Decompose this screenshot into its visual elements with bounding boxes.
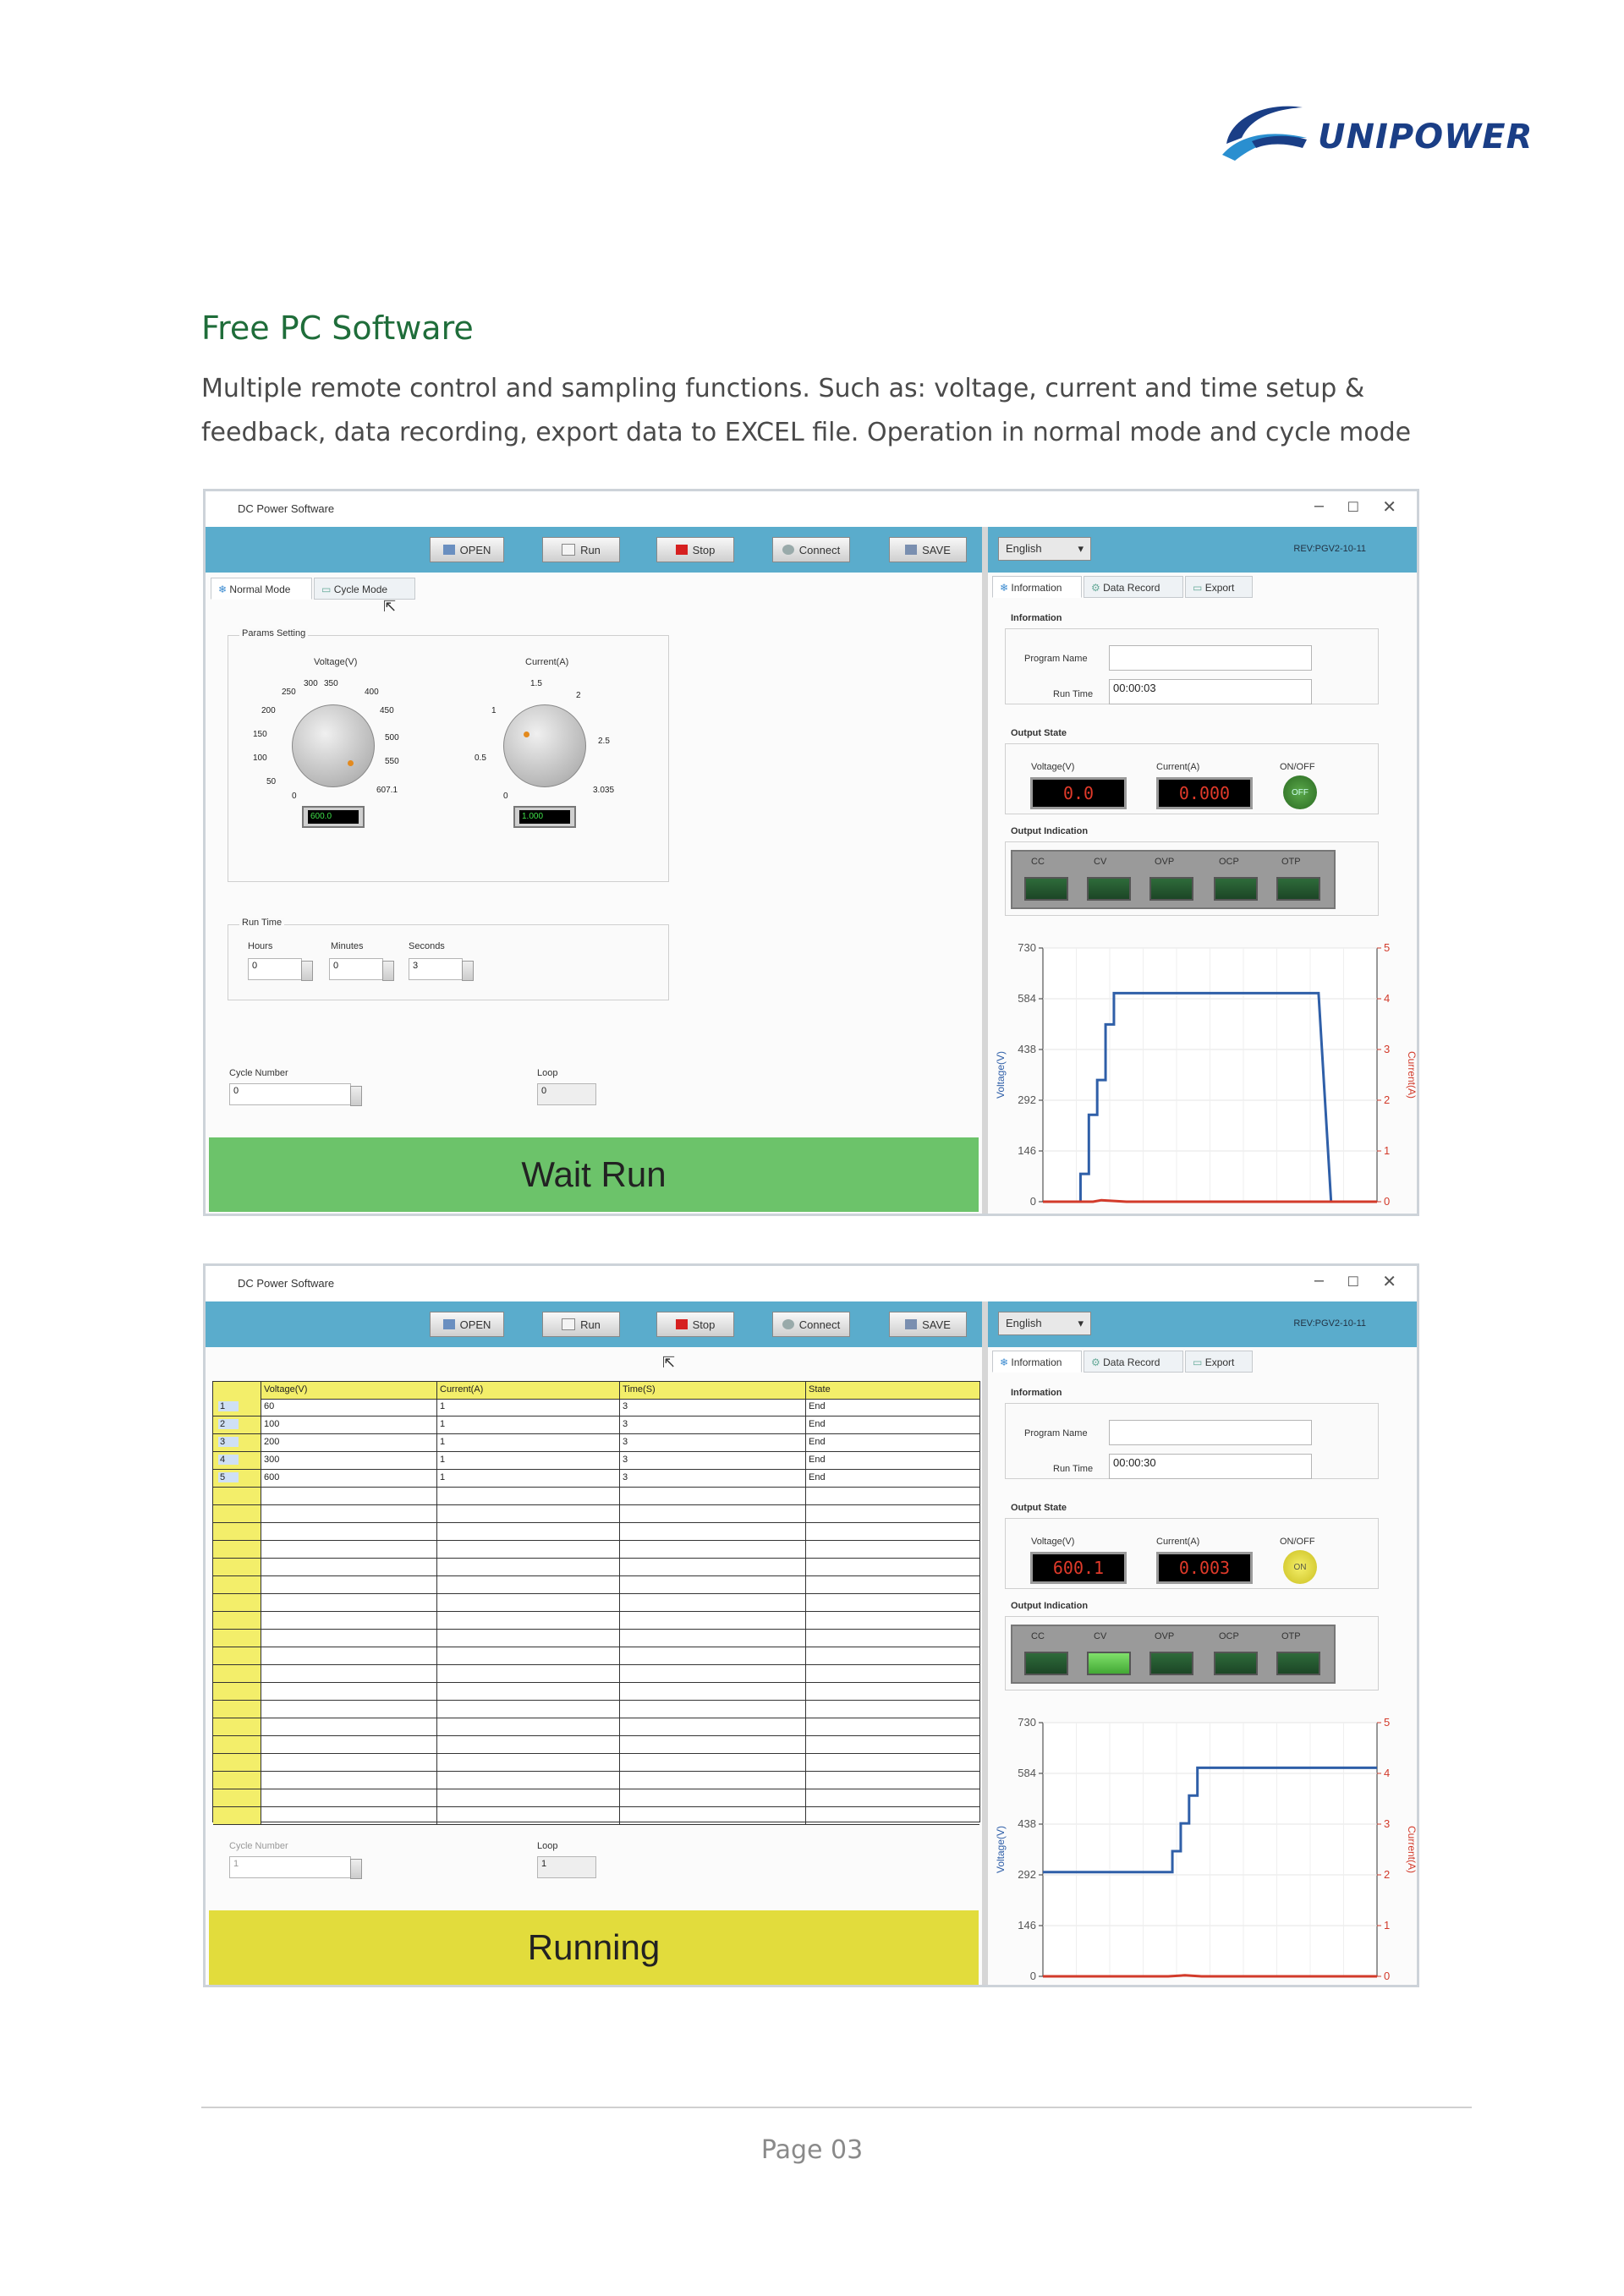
- cycle-number-label: Cycle Number: [229, 1841, 288, 1851]
- onoff-label: ON/OFF: [1280, 762, 1315, 772]
- language-select[interactable]: English ▾: [998, 1312, 1091, 1335]
- y2-tick-label: 2: [1384, 1868, 1391, 1881]
- loop-label: Loop: [537, 1841, 558, 1851]
- connect-icon: [782, 545, 794, 555]
- section-title: Free PC Software: [201, 310, 474, 347]
- current-knob[interactable]: [503, 704, 586, 787]
- brand-name: UNIPOWER: [1318, 118, 1533, 156]
- table-cell[interactable]: End: [809, 1472, 826, 1482]
- dial-tick-label: 250: [282, 688, 296, 697]
- column-divider: [619, 1382, 620, 1825]
- tab-export[interactable]: ▭ Export: [1185, 1351, 1253, 1373]
- table-row[interactable]: [213, 1772, 979, 1789]
- cycle-number-input[interactable]: 0: [229, 1083, 351, 1105]
- current-series-line: [1043, 1975, 1377, 1976]
- open-button[interactable]: OPEN: [430, 537, 504, 562]
- onoff-toggle[interactable]: OFF: [1283, 775, 1317, 809]
- stop-button[interactable]: Stop: [656, 1312, 734, 1337]
- program-name-input[interactable]: [1109, 1420, 1312, 1445]
- ovp-indicator: [1149, 1652, 1193, 1675]
- information-heading: Information: [1011, 613, 1062, 623]
- output-voltage-label: Voltage(V): [1031, 762, 1075, 772]
- output-voltage-label: Voltage(V): [1031, 1537, 1075, 1547]
- run-time-readout: 00:00:03: [1109, 679, 1312, 704]
- row-number: 4: [218, 1455, 239, 1465]
- cc-label: CC: [1031, 1631, 1045, 1641]
- row-number: 2: [218, 1419, 239, 1429]
- output-current-display: 0.000: [1156, 777, 1253, 809]
- language-select[interactable]: English ▾: [998, 537, 1091, 561]
- gear-icon: ⚙: [1091, 1356, 1100, 1368]
- grid-icon: ▭: [1193, 1356, 1203, 1368]
- ovp-indicator: [1149, 877, 1193, 901]
- table-header: [213, 1382, 979, 1400]
- indicator-panel: [1011, 850, 1336, 909]
- maximize-button[interactable]: ☐: [1347, 1275, 1359, 1290]
- column-header: Time(S): [623, 1384, 656, 1395]
- software-window-normal-mode: [203, 489, 1419, 1216]
- y-tick-label: 584: [1018, 1767, 1036, 1779]
- output-voltage-display: 0.0: [1030, 777, 1127, 809]
- output-indication-heading: Output Indication: [1011, 826, 1089, 836]
- folder-icon: [443, 545, 455, 555]
- dial-tick-label: 50: [266, 777, 277, 786]
- dial-tick-label: 200: [261, 706, 276, 715]
- column-header: Voltage(V): [264, 1384, 308, 1395]
- table-cell[interactable]: End: [809, 1401, 826, 1411]
- run-time-readout-label: Run Time: [1053, 689, 1094, 699]
- table-cell[interactable]: 3: [623, 1401, 628, 1411]
- cycle-number-input[interactable]: 1: [229, 1856, 351, 1878]
- output-current-label: Current(A): [1156, 762, 1200, 772]
- y2-tick-label: 5: [1384, 941, 1391, 954]
- loop-value: 0: [537, 1083, 596, 1105]
- voltage-knob[interactable]: [292, 704, 375, 787]
- stop-icon: [676, 1319, 688, 1329]
- voltage-setpoint-display: 600.0: [302, 806, 365, 828]
- table-cell[interactable]: End: [809, 1437, 826, 1447]
- run-time-readout: 00:00:30: [1109, 1454, 1312, 1479]
- snowflake-icon: ❄: [1000, 1356, 1009, 1368]
- tab-information[interactable]: ❄ Information: [992, 576, 1082, 598]
- connect-button[interactable]: Connect: [772, 1312, 850, 1337]
- table-row[interactable]: [213, 1754, 979, 1772]
- y2-tick-label: 0: [1384, 1195, 1391, 1208]
- table-cell[interactable]: 1: [440, 1455, 446, 1465]
- dial-tick-label: 1.5: [530, 679, 542, 688]
- ovp-label: OVP: [1155, 1631, 1175, 1641]
- folder-icon: [443, 1319, 455, 1329]
- cc-indicator: [1024, 1652, 1068, 1675]
- close-button[interactable]: ✕: [1382, 1273, 1396, 1291]
- current-setpoint-display: 1.000: [513, 806, 576, 828]
- main-toolbar: [206, 527, 982, 573]
- minutes-input[interactable]: 0: [329, 958, 383, 980]
- grid-icon: ▭: [321, 584, 332, 595]
- cycle-table: [212, 1381, 980, 1822]
- table-row[interactable]: [213, 1576, 979, 1594]
- status-banner: Wait Run: [209, 1137, 979, 1212]
- save-icon: [905, 1319, 917, 1329]
- dial-tick-label: 3.035: [593, 786, 615, 795]
- table-row[interactable]: [213, 1665, 979, 1683]
- output-current-display: 0.003: [1156, 1552, 1253, 1584]
- onoff-label: ON/OFF: [1280, 1537, 1315, 1547]
- dial-tick-label: 0: [292, 792, 297, 801]
- row-number: 5: [218, 1472, 239, 1482]
- connect-icon: [782, 1319, 794, 1329]
- minimize-button[interactable]: –: [1314, 1271, 1324, 1290]
- software-window-cycle-mode: [203, 1263, 1419, 1987]
- table-cell[interactable]: 3: [623, 1472, 628, 1482]
- information-heading: Information: [1011, 1388, 1062, 1398]
- y-tick-label: 146: [1018, 1919, 1036, 1932]
- dial-tick-label: 350: [324, 679, 338, 688]
- intro-paragraph: Multiple remote control and sampling functions. Such as: voltage, current and time setup & feedback, data recording, export data to EXCEL file. Operation in normal mode and cycle mode: [201, 374, 1412, 447]
- dial-tick-label: 2.5: [598, 737, 610, 746]
- y2-tick-label: 5: [1384, 1716, 1391, 1729]
- table-row[interactable]: [213, 1630, 979, 1647]
- y2-tick-label: 1: [1384, 1919, 1391, 1932]
- program-name-label: Program Name: [1024, 1428, 1088, 1438]
- current-knob-pointer: [524, 732, 529, 737]
- minimize-button[interactable]: –: [1314, 496, 1324, 515]
- table-row[interactable]: [213, 1718, 979, 1736]
- tab-export[interactable]: ▭ Export: [1185, 576, 1253, 598]
- stop-button[interactable]: Stop: [656, 537, 734, 562]
- table-row[interactable]: [213, 1807, 979, 1825]
- main-toolbar: [206, 1301, 982, 1347]
- y2-tick-label: 4: [1384, 992, 1391, 1005]
- tab-data-record[interactable]: ⚙ Data Record: [1084, 576, 1183, 598]
- right-toolbar: [988, 527, 1417, 573]
- footer-divider: [201, 2107, 1472, 2108]
- program-name-label: Program Name: [1024, 654, 1088, 664]
- dial-tick-label: 400: [365, 688, 379, 697]
- y2-tick-label: 0: [1384, 1970, 1391, 1982]
- program-name-input[interactable]: [1109, 645, 1312, 671]
- table-row[interactable]: [213, 1523, 979, 1541]
- table-row[interactable]: [213, 1701, 979, 1718]
- otp-label: OTP: [1281, 857, 1301, 867]
- y2-tick-label: 1: [1384, 1144, 1391, 1157]
- table-row[interactable]: [213, 1505, 979, 1523]
- table-cell[interactable]: 600: [264, 1472, 280, 1482]
- y-tick-label: 292: [1018, 1868, 1036, 1881]
- y2-axis-label: Current(A): [1406, 1825, 1418, 1874]
- ocp-label: OCP: [1219, 857, 1239, 867]
- y-tick-label: 438: [1018, 1043, 1036, 1055]
- table-row[interactable]: [213, 1736, 979, 1754]
- title-bar: [206, 491, 1417, 527]
- y2-tick-label: 2: [1384, 1093, 1391, 1106]
- table-cell[interactable]: 100: [264, 1419, 280, 1429]
- save-icon: [905, 545, 917, 555]
- window-title: DC Power Software: [238, 502, 335, 515]
- status-banner: Running: [209, 1910, 979, 1985]
- table-cell[interactable]: 3: [623, 1419, 628, 1429]
- table-cell[interactable]: 3: [623, 1455, 628, 1465]
- loop-value: 1: [537, 1856, 596, 1878]
- y2-tick-label: 3: [1384, 1817, 1391, 1830]
- tab-normal-mode[interactable]: ❄ Normal Mode: [211, 578, 312, 600]
- table-cell[interactable]: End: [809, 1419, 826, 1429]
- snowflake-icon: ❄: [1000, 582, 1009, 594]
- page-number: Page 03: [760, 2135, 864, 2165]
- stop-icon: [676, 545, 688, 555]
- table-row[interactable]: [213, 1683, 979, 1701]
- voltage-knob-pointer: [348, 760, 354, 766]
- cc-indicator: [1024, 877, 1068, 901]
- output-trend-chart: [992, 931, 1418, 1215]
- dial-tick-label: 100: [253, 753, 267, 763]
- ocp-label: OCP: [1219, 1631, 1239, 1641]
- cv-indicator: [1087, 1652, 1131, 1675]
- table-row[interactable]: [213, 1559, 979, 1576]
- output-trend-chart: [992, 1706, 1418, 1990]
- maximize-button[interactable]: ☐: [1347, 501, 1359, 515]
- current-knob-label: Current(A): [525, 657, 569, 667]
- table-row[interactable]: [213, 1434, 979, 1452]
- dial-tick-label: 1: [491, 706, 497, 715]
- run-time-label: Run Time: [239, 918, 284, 928]
- table-row[interactable]: [213, 1594, 979, 1612]
- run-button[interactable]: Run: [542, 1312, 620, 1337]
- table-row[interactable]: [213, 1647, 979, 1665]
- dial-tick-label: 150: [253, 730, 267, 739]
- cv-label: CV: [1094, 1631, 1107, 1641]
- open-button[interactable]: OPEN: [430, 1312, 504, 1337]
- right-toolbar: [988, 1301, 1417, 1347]
- table-cell[interactable]: 60: [264, 1401, 275, 1411]
- tab-information[interactable]: ❄ Information: [992, 1351, 1082, 1373]
- snowflake-icon: ❄: [218, 584, 228, 595]
- cycle-number-label: Cycle Number: [229, 1068, 288, 1078]
- ocp-indicator: [1214, 877, 1258, 901]
- cc-label: CC: [1031, 857, 1045, 867]
- hours-input[interactable]: 0: [248, 958, 302, 980]
- title-bar: [206, 1266, 1417, 1301]
- tab-data-record[interactable]: ⚙ Data Record: [1084, 1351, 1183, 1373]
- table-row[interactable]: [213, 1417, 979, 1434]
- row-number: 3: [218, 1437, 239, 1447]
- loop-label: Loop: [537, 1068, 558, 1078]
- y-tick-label: 730: [1018, 941, 1036, 954]
- grid-icon: ▭: [1193, 582, 1203, 594]
- y-tick-label: 292: [1018, 1093, 1036, 1106]
- table-cell[interactable]: 200: [264, 1437, 280, 1447]
- table-row[interactable]: [213, 1470, 979, 1488]
- voltage-knob-label: Voltage(V): [314, 657, 358, 667]
- column-header: State: [809, 1384, 831, 1395]
- chevron-down-icon: ▾: [1078, 1317, 1084, 1329]
- revision-label: REV:PGV2-10-11: [1293, 544, 1366, 554]
- revision-label: REV:PGV2-10-11: [1293, 1318, 1366, 1329]
- table-cell[interactable]: 300: [264, 1455, 280, 1465]
- table-cell[interactable]: 1: [440, 1401, 446, 1411]
- y-axis-label: Voltage(V): [995, 1050, 1007, 1099]
- y-tick-label: 0: [1029, 1970, 1036, 1982]
- run-time-readout-label: Run Time: [1053, 1464, 1094, 1474]
- y-axis-label: Voltage(V): [995, 1825, 1007, 1874]
- dial-tick-label: 2: [576, 691, 581, 700]
- panel-divider: [982, 527, 988, 1214]
- mouse-cursor-icon: ⇱: [383, 598, 397, 615]
- seconds-input[interactable]: 3: [409, 958, 463, 980]
- seconds-label: Seconds: [409, 941, 445, 951]
- y2-axis-label: Current(A): [1406, 1050, 1418, 1099]
- ocp-indicator: [1214, 1652, 1258, 1675]
- row-number: 1: [218, 1401, 239, 1411]
- mouse-cursor-icon: ⇱: [662, 1354, 676, 1371]
- onoff-toggle[interactable]: ON: [1283, 1550, 1317, 1584]
- y-tick-label: 730: [1018, 1716, 1036, 1729]
- minutes-label: Minutes: [331, 941, 364, 951]
- panel-divider: [982, 1301, 988, 1985]
- run-icon: [562, 544, 575, 556]
- table-cell[interactable]: 1: [440, 1419, 446, 1429]
- table-cell[interactable]: 3: [623, 1437, 628, 1447]
- y2-tick-label: 4: [1384, 1767, 1391, 1779]
- save-button[interactable]: SAVE: [889, 1312, 967, 1337]
- output-current-label: Current(A): [1156, 1537, 1200, 1547]
- y-tick-label: 438: [1018, 1817, 1036, 1830]
- dial-tick-label: 300: [304, 679, 318, 688]
- table-row[interactable]: [213, 1612, 979, 1630]
- otp-indicator: [1276, 1652, 1320, 1675]
- cv-indicator: [1087, 877, 1131, 901]
- y-tick-label: 0: [1029, 1195, 1036, 1208]
- column-divider: [436, 1382, 437, 1825]
- output-voltage-display: 600.1: [1030, 1552, 1127, 1584]
- dial-tick-label: 500: [385, 733, 399, 743]
- y-tick-label: 146: [1018, 1144, 1036, 1157]
- close-button[interactable]: ✕: [1382, 498, 1396, 517]
- table-cell[interactable]: 1: [440, 1472, 446, 1482]
- unipower-logo: [1218, 97, 1533, 165]
- cv-label: CV: [1094, 857, 1107, 867]
- y-tick-label: 584: [1018, 992, 1036, 1005]
- otp-indicator: [1276, 877, 1320, 901]
- tab-cycle-mode[interactable]: ▭ Cycle Mode: [314, 578, 415, 600]
- column-divider: [805, 1382, 806, 1825]
- dial-tick-label: 550: [385, 757, 399, 766]
- output-state-heading: Output State: [1011, 1503, 1067, 1513]
- table-row[interactable]: [213, 1541, 979, 1559]
- table-cell[interactable]: 1: [440, 1437, 446, 1447]
- run-button[interactable]: Run: [542, 537, 620, 562]
- chevron-down-icon: ▾: [1078, 542, 1084, 555]
- table-row[interactable]: [213, 1488, 979, 1505]
- table-cell[interactable]: End: [809, 1455, 826, 1465]
- hours-label: Hours: [248, 941, 273, 951]
- output-indication-heading: Output Indication: [1011, 1601, 1089, 1611]
- params-setting-label: Params Setting: [239, 628, 308, 638]
- otp-label: OTP: [1281, 1631, 1301, 1641]
- indicator-panel: [1011, 1625, 1336, 1684]
- ovp-label: OVP: [1155, 857, 1175, 867]
- dial-tick-label: 450: [380, 706, 394, 715]
- save-button[interactable]: SAVE: [889, 537, 967, 562]
- output-state-heading: Output State: [1011, 728, 1067, 738]
- dial-tick-label: 0.5: [475, 753, 486, 763]
- y2-tick-label: 3: [1384, 1043, 1391, 1055]
- column-header: Current(A): [440, 1384, 484, 1395]
- run-icon: [562, 1318, 575, 1330]
- table-row[interactable]: [213, 1789, 979, 1807]
- table-row[interactable]: [213, 1452, 979, 1470]
- connect-button[interactable]: Connect: [772, 537, 850, 562]
- window-title: DC Power Software: [238, 1277, 335, 1290]
- dial-tick-label: 0: [503, 792, 508, 801]
- logo-swoosh-icon: [1218, 97, 1311, 165]
- dial-tick-label: 607.1: [376, 786, 398, 795]
- table-row[interactable]: [213, 1399, 979, 1417]
- gear-icon: ⚙: [1091, 582, 1100, 594]
